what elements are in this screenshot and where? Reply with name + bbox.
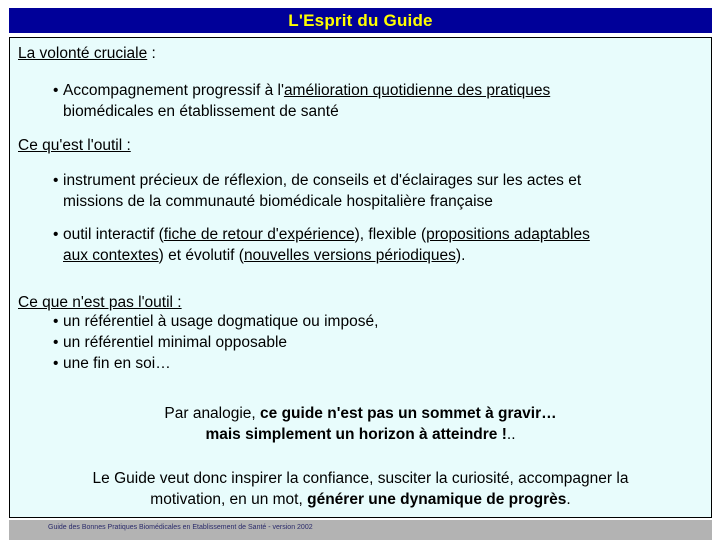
volonte-bullet-1-line2: biomédicales en établissement de santé (63, 103, 339, 120)
content-panel (9, 37, 712, 518)
pas-outil-item-text: un référentiel à usage dogmatique ou imposé, (63, 313, 379, 330)
outil-bullet-2-ul-2a: propositions adaptables (426, 226, 590, 243)
conclusion-line-2-bold: générer une dynamique de progrès (307, 491, 567, 508)
outil-bullet-2 (53, 225, 590, 245)
section-heading-outil: Ce qu'est l'outil : (18, 137, 131, 154)
bullet-marker: • (53, 226, 59, 243)
analogie-line-1-plain: Par analogie, (164, 405, 261, 422)
conclusion-line-2 (10, 490, 711, 510)
outil-bullet-2-text-c: ) et évolutif ( (158, 247, 244, 264)
bullet-marker: • (53, 172, 59, 189)
volonte-heading-colon: : (147, 45, 156, 62)
bullet-marker: • (53, 355, 59, 372)
analogie-line-2-plain: .. (506, 426, 516, 443)
conclusion-line-1: Le Guide veut donc inspirer la confiance, susciter la curiosité, accompagner la (92, 470, 629, 487)
section-heading-pas-outil: Ce que n'est pas l'outil : (18, 294, 182, 311)
outil-bullet-2-text-a: outil interactif ( (63, 226, 164, 243)
pas-outil-item-2 (53, 333, 287, 353)
conclusion-line-2-plain: motivation, en un mot, (150, 491, 308, 508)
pas-outil-item-1 (53, 312, 378, 332)
volonte-bullet-1-underlined: amélioration quotidienne des pratiques (283, 82, 551, 99)
volonte-heading-text: La volonté cruciale (18, 45, 148, 62)
outil-bullet-1-line2: missions de la communauté biomédicale hospitalière française (63, 193, 493, 210)
bullet-marker: • (53, 82, 59, 99)
volonte-bullet-1-text: Accompagnement progressif à l' (63, 82, 284, 99)
outil-bullet-2-ul-3: nouvelles versions périodiques (243, 247, 456, 264)
section-heading-volonte (18, 44, 156, 64)
page-title: L'Esprit du Guide (9, 8, 712, 33)
conclusion-line-2-end: . (566, 491, 571, 508)
pas-outil-item-3 (53, 354, 171, 374)
outil-bullet-1-text: instrument précieux de réflexion, de conseils et d'éclairages sur les actes et (63, 172, 582, 189)
outil-bullet-2-ul-1: fiche de retour d'expérience (163, 226, 355, 243)
outil-bullet-2-text-d: ). (455, 247, 466, 264)
outil-bullet-2-text-b: ), flexible ( (354, 226, 427, 243)
footer-text: Guide des Bonnes Pratiques Biomédicales en Etablissement de Santé - version 2002 (48, 524, 313, 531)
pas-outil-item-text: un référentiel minimal opposable (63, 334, 288, 351)
outil-bullet-2-ul-2b: aux contextes (63, 247, 159, 264)
outil-bullet-1 (53, 171, 581, 191)
outil-bullet-2-line2 (63, 246, 465, 266)
bullet-marker: • (53, 313, 59, 330)
volonte-bullet-1 (53, 81, 550, 101)
analogie-line-1-bold: ce guide n'est pas un sommet à gravir… (260, 405, 557, 422)
analogie-line-2 (10, 425, 711, 445)
pas-outil-item-text: une fin en soi… (63, 355, 171, 372)
analogie-line-2-bold: mais simplement un horizon à atteindre ! (205, 426, 507, 443)
analogie-line-1 (10, 404, 711, 424)
bullet-marker: • (53, 334, 59, 351)
